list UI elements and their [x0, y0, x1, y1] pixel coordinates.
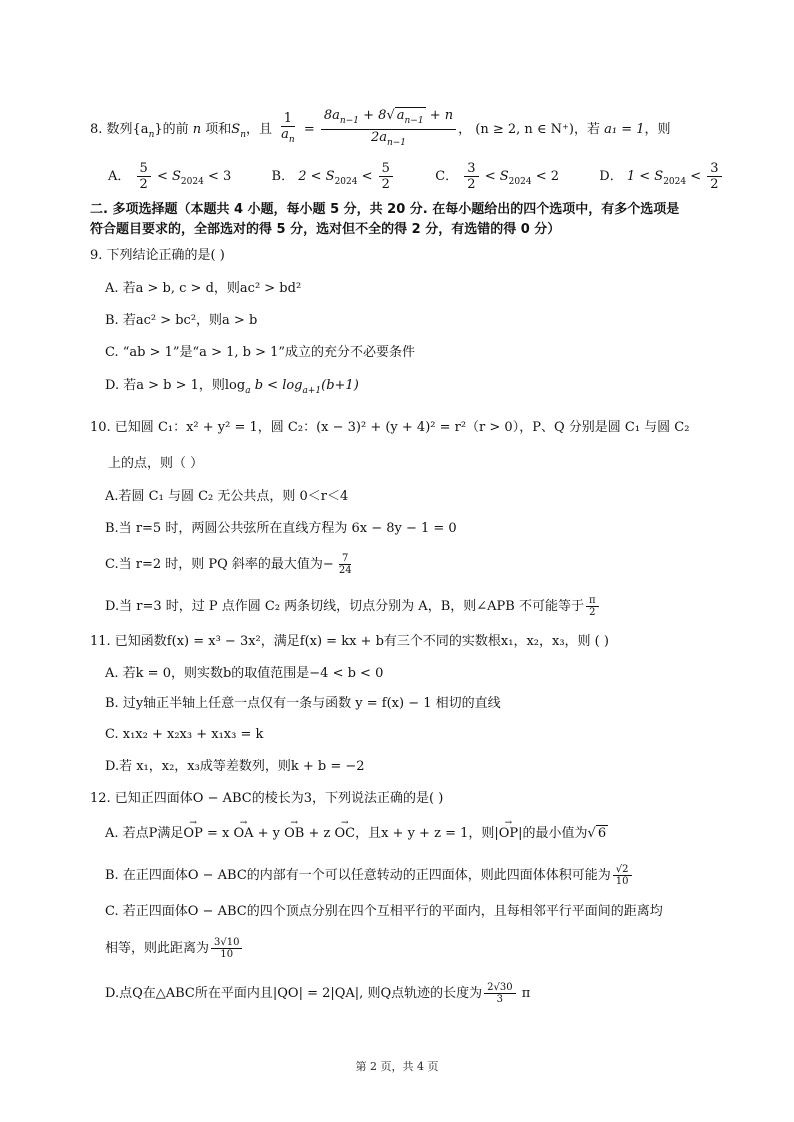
- q8-then: ，则: [644, 122, 671, 137]
- q8-intro: 8. 数列{a: [90, 122, 149, 137]
- section2-header-line2: 符合题目要求的，全部选对的得 5 分，选对但不全的得 2 分，有选错的得 0 分）: [90, 222, 561, 237]
- q8-text-c: ，且: [246, 122, 273, 137]
- q11-option-a[interactable]: A. 若k = 0，则实数b的取值范围是−4 < b < 0: [105, 666, 384, 681]
- q8-main-frac: $\frac{8a_{n-1} + 8√ a_{n-1} + n}{2a_{n-1}}$: [321, 108, 456, 151]
- q10-stem-line2: 上的点，则（ ）: [108, 456, 204, 471]
- q8-text-d: ，若: [573, 122, 600, 137]
- q10-stem-line1: 10. 已知圆 C₁：x² + y² = 1，圆 C₂：(x − 3)² + (y + 4)² = r²（r > 0），P、Q 分别是圆 C₁ 与圆 C₂: [90, 420, 690, 435]
- q8-text-a: }的前: [154, 122, 189, 137]
- q12-option-c-line2[interactable]: 相等，则此距离为 $\frac{3√10}{10}$: [105, 936, 244, 962]
- q9-option-d[interactable]: D. 若a > b > 1，则$\log_a b < \log_{a+1}(b+1)$: [105, 378, 359, 396]
- q8-condition: (n ≥ 2, n ∈ N⁺): [475, 122, 574, 137]
- q12-option-d[interactable]: D.点Q在△ABC所在平面内且|QO| = 2|QA|, 则Q点轨迹的长度为 $\frac{2√30}{3}$ π: [105, 982, 531, 1005]
- q11-option-c[interactable]: C. x₁x₂ + x₂x₃ + x₁x₃ = k: [105, 727, 264, 742]
- q8-text-b: 项和: [205, 122, 232, 137]
- q11-option-b[interactable]: B. 过y轴正半轴上任意一点仅有一条与函数 y = f(x) − 1 相切的直线: [105, 696, 501, 711]
- page-footer: 第 2 页，共 4 页: [355, 1060, 439, 1073]
- q8-option-c[interactable]: C． $\frac{3}{2}$ < $S_{2024} < 2$: [435, 161, 559, 192]
- q8-options: [108, 160, 724, 199]
- q12-stem: 12. 已知正四面体O − ABC的棱长为3，下列说法正确的是( ): [90, 791, 444, 806]
- q10-option-c[interactable]: C.当 r=2 时，则 PQ 斜率的最大值为− $\frac{7}{24}$: [105, 553, 352, 576]
- q8-option-a[interactable]: A． $\frac{5}{2}$ < $S_{2024} < 3$: [108, 161, 232, 192]
- q8-option-b[interactable]: B． $2 < S_{2024}$ < $\frac{5}{2}$: [272, 169, 400, 184]
- q10-option-a[interactable]: A.若圆 C₁ 与圆 C₂ 无公共点，则 0＜r＜4: [105, 489, 349, 504]
- q9-stem: 9. 下列结论正确的是( ): [90, 248, 225, 263]
- q10-option-b[interactable]: B.当 r=5 时，两圆公共弦所在直线方程为 6x − 8y − 1 = 0: [105, 521, 457, 536]
- q8-stem: 8. 数列$\{a_n\}$的前 n 项和$S_n$，且 $\frac{1}{a_n}$ = $\frac{8a_{n-1} + 8√ a_{n-1} + n}{2a_{n-1}}$ ， (n ≥ 2, n ∈ N⁺)，若 a₁ = 1，则: [90, 108, 671, 151]
- q10-option-d[interactable]: D.当 r=3 时，过 P 点作圆 C₂ 两条切线，切点分别为 A，B，则∠APB 不可能等于 $\frac{\pi}{2}$: [105, 594, 601, 620]
- q9-option-c[interactable]: C. “ab > 1”是“a > 1, b > 1”成立的充分不必要条件: [105, 345, 416, 360]
- q12-option-b[interactable]: B. 在正四面体O − ABC的内部有一个可以任意转动的正四面体，则此四面体体积可能为 $\frac{√2}{10}$: [105, 863, 634, 889]
- q12-option-a[interactable]: A. 若点P满足→ OP = x → OA + y → OB + z → OC，且x + y + z = 1，则|→ OP|的最小值为√ 6: [105, 824, 608, 844]
- q9-option-b[interactable]: B. 若ac² > bc²，则a > b: [105, 313, 258, 328]
- q8-a1: a₁ = 1: [604, 122, 645, 137]
- q8-recip-frac: $\frac{1}{a_n}$: [281, 111, 295, 145]
- q11-option-d[interactable]: D.若 x₁，x₂，x₃成等差数列，则k + b = −2: [105, 759, 365, 774]
- section2-header-line1: 二. 多项选择题（本题共 4 小题，每小题 5 分，共 20 分. 在每小题给出的四个选项中，有多个选项是: [90, 202, 680, 217]
- q12-option-c-line1[interactable]: C. 若正四面体O − ABC的四个顶点分别在四个互相平行的平面内，且每相邻平行平面间的距离均: [105, 904, 663, 919]
- q11-stem: 11. 已知函数f(x) = x³ − 3x²，满足f(x) = kx + b有三个不同的实数根x₁，x₂，x₃，则 ( ): [90, 634, 609, 649]
- q9-option-a[interactable]: A. 若a > b, c > d，则ac² > bd²: [105, 281, 302, 296]
- q8-option-d[interactable]: D． $1 < S_{2024}$ < $\frac{3}{2}$: [599, 169, 723, 184]
